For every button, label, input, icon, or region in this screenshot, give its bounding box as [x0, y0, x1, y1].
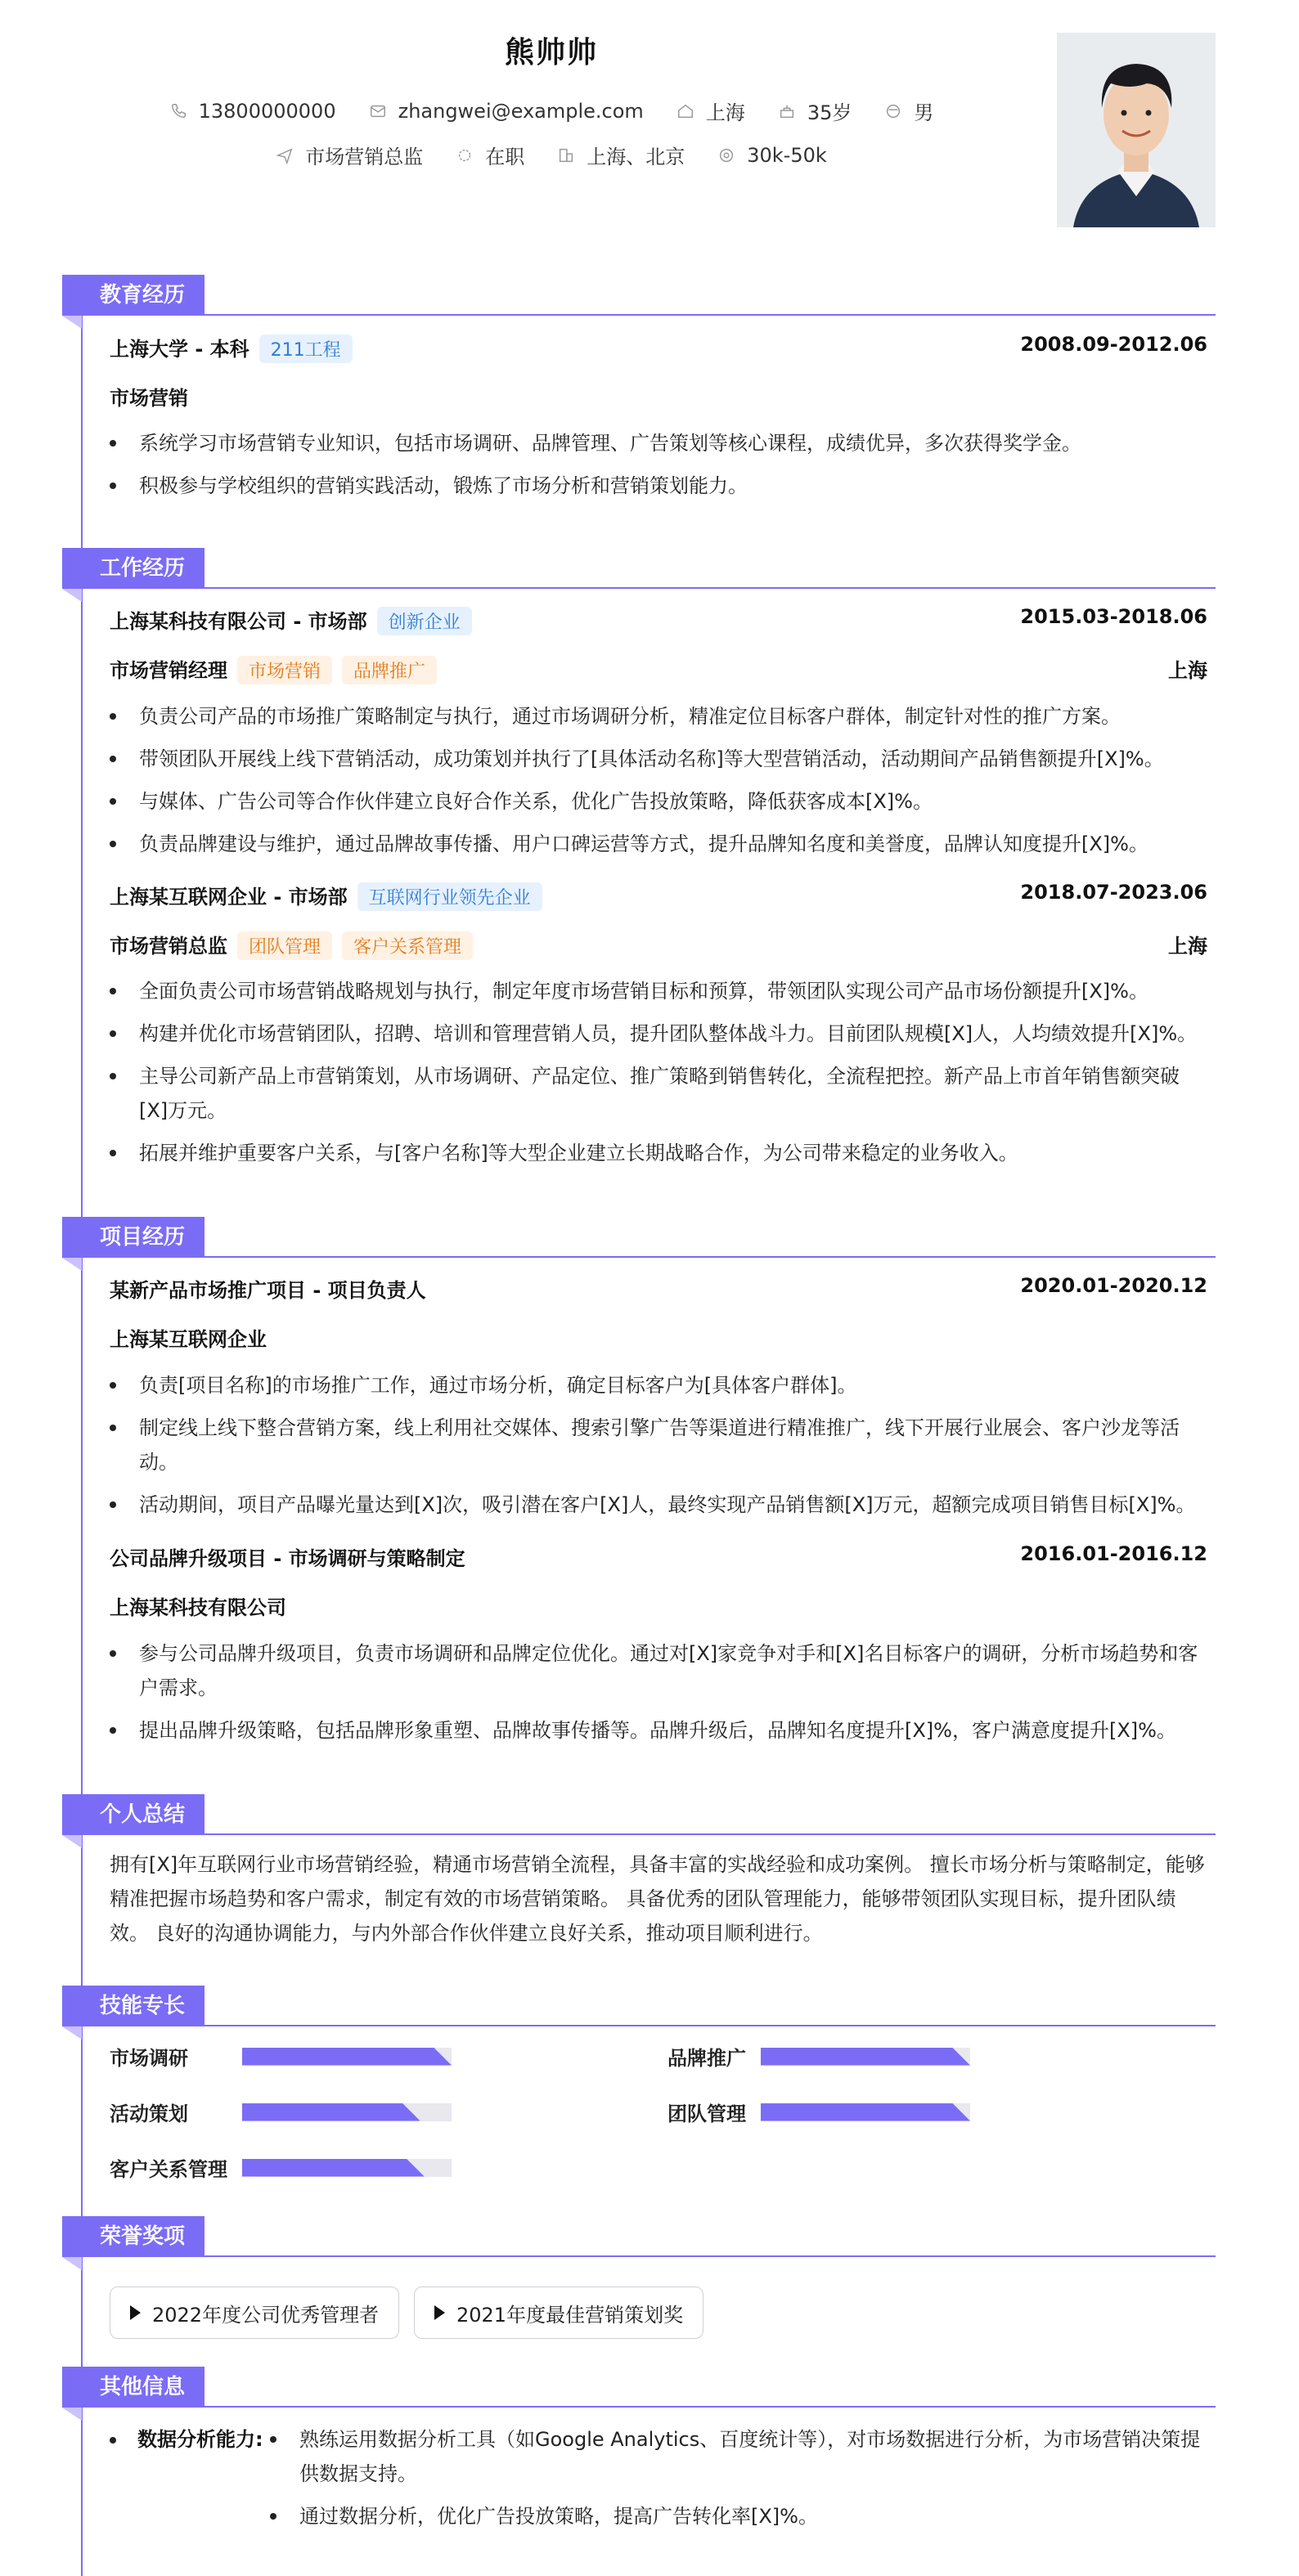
- job-intent-row: [0, 141, 1103, 169]
- send-icon: [276, 146, 294, 164]
- age-item: [778, 96, 852, 125]
- phone-icon: [169, 102, 187, 120]
- project-title-row: [110, 1542, 1207, 1571]
- status-item: [456, 141, 524, 169]
- role-tag: 品牌推广: [342, 656, 437, 684]
- skill-bar-fill: [242, 2159, 425, 2177]
- role-tag: 市场营销: [237, 656, 332, 684]
- skill-item: [110, 2042, 452, 2071]
- coin-icon: [717, 146, 735, 164]
- section-notch: [62, 2408, 82, 2421]
- contact-row: [0, 96, 1103, 125]
- section-other-header: 其他信息: [62, 2367, 205, 2408]
- phone-text: 13800000000: [198, 99, 336, 123]
- skill-item: [667, 2042, 970, 2071]
- work-company: 上海某科技有限公司 - 市场部: [110, 610, 367, 633]
- work-company-row: [110, 881, 1207, 911]
- list-item: 参与公司品牌升级项目，负责市场调研和品牌定位优化。通过对[X]家竞争对手和[X]名目标客户的调研，分析市场趋势和客户需求。: [110, 1636, 1207, 1705]
- cake-icon: [778, 102, 796, 120]
- bullet-dot: [270, 2513, 276, 2520]
- project-bullets: [110, 1636, 1207, 1756]
- list-item: 提出品牌升级策略，包括品牌形象重塑、品牌故事传播等。品牌升级后，品牌知名度提升[X]%，客户满意度提升[X]%。: [110, 1713, 1207, 1748]
- skill-item: [110, 2153, 452, 2182]
- portrait-image: [1057, 33, 1216, 227]
- list-item: 与媒体、广告公司等合作伙伴建立良好合作关系，优化广告投放策略，降低获客成本[X]%。: [110, 784, 1207, 819]
- phone-item: [169, 100, 336, 123]
- bullet-dot: [270, 2436, 276, 2443]
- age-text: 35岁: [807, 101, 852, 124]
- play-triangle-icon: [434, 2305, 445, 2320]
- salary-text: 30k-50k: [747, 143, 827, 167]
- education-row: [110, 333, 1207, 363]
- skill-name: 团队管理: [667, 2103, 746, 2125]
- section-summary-header: 个人总结: [62, 1794, 205, 1835]
- building-icon: [557, 146, 575, 164]
- skill-bar: [242, 2103, 452, 2121]
- section-skills-header: 技能专长: [62, 1986, 205, 2026]
- list-item: 系统学习市场营销专业知识，包括市场调研、品牌管理、广告策划等核心课程，成绩优异，多次获得奖学金。: [110, 426, 1207, 460]
- section-rule: [62, 1256, 1216, 1258]
- company-tag: 互联网行业领先企业: [357, 882, 542, 911]
- role-tag: 团队管理: [237, 931, 332, 960]
- section-project-header: 项目经历: [62, 1217, 205, 1258]
- education-major: 市场营销: [110, 387, 188, 410]
- section-notch: [62, 2257, 82, 2270]
- section-rule: [62, 587, 1216, 589]
- project-org: 上海某科技有限公司: [110, 1596, 286, 1619]
- honor-chip: [414, 2287, 703, 2339]
- work-role: 市场营销总监: [110, 935, 227, 958]
- list-item: 主导公司新产品上市营销策划，从市场调研、产品定位、推广策略到销售转化，全流程把控。新产品上市首年销售额突破[X]万元。: [110, 1059, 1207, 1128]
- skill-bar: [242, 2159, 452, 2177]
- skill-bar-fill: [242, 2103, 420, 2121]
- project-title: 某新产品市场推广项目 - 项目负责人: [110, 1279, 426, 1302]
- other-label-wrap: [110, 2422, 265, 2457]
- target-city-item: [557, 141, 685, 169]
- city-item: [676, 96, 745, 125]
- project-bullets: [110, 1368, 1207, 1530]
- section-education-header: 教育经历: [62, 275, 205, 316]
- salary-item: [717, 144, 827, 167]
- gender-icon: [884, 102, 902, 120]
- work-company-row: [110, 605, 1207, 635]
- work-role-row: [110, 654, 1207, 684]
- work-location: 上海: [1168, 935, 1207, 958]
- mail-icon: [369, 102, 387, 120]
- skill-bar-fill: [761, 2048, 970, 2066]
- list-item: [270, 2499, 1219, 2533]
- job-title-text: 市场营销总监: [305, 146, 424, 168]
- section-work-header: 工作经历: [62, 548, 205, 589]
- summary-text: 拥有[X]年互联网行业市场营销经验，精通市场营销全流程，具备丰富的实战经验和成功案例。 擅长市场分析与策略制定，能够精准把握市场趋势和客户需求，制定有效的市场营销策略。 具备优秀的团队管理能力，能够带领团队实现目标，提升团队绩效。 良好的沟通协调能力，与内外部合作伙伴建立良好关系，推动项目顺利进行。: [110, 1853, 1205, 1945]
- company-tag: 创新企业: [377, 607, 472, 635]
- honor-chip: [110, 2287, 399, 2339]
- section-rule: [62, 314, 1216, 316]
- work-date: 2015.03-2018.06: [1020, 605, 1207, 628]
- gender-text: 男: [914, 101, 934, 124]
- education-school: 上海大学 - 本科: [110, 338, 249, 361]
- home-icon: [676, 102, 694, 120]
- list-item: 负责[项目名称]的市场推广工作，通过市场分析，确定目标客户为[具体客户群体]。: [110, 1368, 1207, 1402]
- honor-label: 2022年度公司优秀管理者: [152, 2303, 380, 2327]
- section-rule: [62, 2255, 1216, 2257]
- section-honors-header: 荣誉奖项: [62, 2216, 205, 2257]
- section-notch: [62, 1258, 82, 1271]
- project-title-row: [110, 1274, 1207, 1303]
- skill-bar: [761, 2048, 970, 2066]
- section-notch: [62, 1835, 82, 1848]
- project-title: 公司品牌升级项目 - 市场调研与策略制定: [110, 1547, 465, 1570]
- skill-bar-fill: [242, 2048, 452, 2066]
- work-bullets: [110, 974, 1207, 1178]
- list-item: [270, 2422, 1219, 2491]
- project-date: 2016.01-2016.12: [1020, 1542, 1207, 1565]
- city-text: 上海: [705, 101, 745, 124]
- other-item-text: 通过数据分析，优化广告投放策略，提高广告转化率[X]%。: [299, 2505, 818, 2528]
- section-rule: [62, 1833, 1216, 1835]
- work-company: 上海某互联网企业 - 市场部: [110, 886, 348, 909]
- other-label: 数据分析能力:: [137, 2428, 263, 2451]
- work-bullets: [110, 699, 1207, 869]
- list-item: 活动期间，项目产品曝光量达到[X]次，吸引潜在客户[X]人，最终实现产品销售额[X]万元，超额完成项目销售目标[X]%。: [110, 1488, 1207, 1522]
- skill-name: 市场调研: [110, 2047, 188, 2070]
- list-item: 带领团队开展线上线下营销活动，成功策划并执行了[具体活动名称]等大型营销活动，活动期间产品销售额提升[X]%。: [110, 742, 1207, 776]
- list-item: 全面负责公司市场营销战略规划与执行，制定年度市场营销目标和预算，带领团队实现公司产品市场份额提升[X]%。: [110, 974, 1207, 1008]
- skill-bar-fill: [761, 2103, 970, 2121]
- education-bullets: [110, 426, 1207, 511]
- section-rule: [62, 2025, 1216, 2026]
- skill-name: 客户关系管理: [110, 2158, 227, 2181]
- education-date: 2008.09-2012.06: [1020, 333, 1207, 356]
- skill-bar: [242, 2048, 452, 2066]
- play-triangle-icon: [130, 2305, 141, 2320]
- skill-item: [110, 2098, 452, 2126]
- section-notch: [62, 589, 82, 602]
- list-item: 积极参与学校组织的营销实践活动，锻炼了市场分析和营销策划能力。: [110, 469, 1207, 503]
- skill-item: [667, 2098, 970, 2126]
- target-city-text: 上海、北京: [587, 146, 685, 168]
- list-item: 负责品牌建设与维护，通过品牌故事传播、用户口碑运营等方式，提升品牌知名度和美誉度，品牌认知度提升[X]%。: [110, 827, 1207, 861]
- project-date: 2020.01-2020.12: [1020, 1274, 1207, 1297]
- honor-label: 2021年度最佳营销策划奖: [456, 2303, 684, 2327]
- gender-item: [884, 96, 933, 125]
- section-notch: [62, 316, 82, 329]
- list-item: 负责公司产品的市场推广策略制定与执行，通过市场调研分析，精准定位目标客户群体，制定针对性的推广方案。: [110, 699, 1207, 734]
- email-item: [369, 100, 644, 123]
- section-notch: [62, 2026, 82, 2040]
- section-rule: [62, 2406, 1216, 2408]
- skill-name: 品牌推广: [667, 2047, 746, 2070]
- job-title-item: [276, 141, 423, 169]
- candidate-name: 熊帅帅: [504, 36, 598, 70]
- work-location: 上海: [1168, 659, 1207, 682]
- status-text: 在职: [485, 146, 525, 168]
- other-items: [270, 2422, 1219, 2533]
- skill-name: 活动策划: [110, 2103, 188, 2125]
- work-role-row: [110, 930, 1207, 960]
- project-org: 上海某互联网企业: [110, 1328, 267, 1351]
- work-date: 2018.07-2023.06: [1020, 881, 1207, 904]
- email-text: zhangwei@example.com: [398, 99, 644, 123]
- list-item: 制定线上线下整合营销方案，线上利用社交媒体、搜索引擎广告等渠道进行精准推广，线下开展行业展会、客户沙龙等活动。: [110, 1411, 1207, 1479]
- education-tag: 211工程: [259, 334, 353, 363]
- bullet-dot: [110, 2437, 116, 2444]
- list-item: 构建并优化市场营销团队，招聘、培训和管理营销人员，提升团队整体战斗力。目前团队规模[X]人，人均绩效提升[X]%。: [110, 1016, 1207, 1051]
- other-item-text: 熟练运用数据分析工具（如Google Analytics、百度统计等），对市场数据进行分析，为市场营销决策提供数据支持。: [299, 2428, 1201, 2485]
- role-tag: 客户关系管理: [342, 931, 473, 960]
- list-item: 拓展并维护重要客户关系，与[客户名称]等大型企业建立长期战略合作，为公司带来稳定的业务收入。: [110, 1136, 1207, 1170]
- status-icon: [456, 146, 474, 164]
- avatar-photo: [1057, 33, 1216, 227]
- work-role: 市场营销经理: [110, 659, 227, 682]
- skill-bar: [761, 2103, 970, 2121]
